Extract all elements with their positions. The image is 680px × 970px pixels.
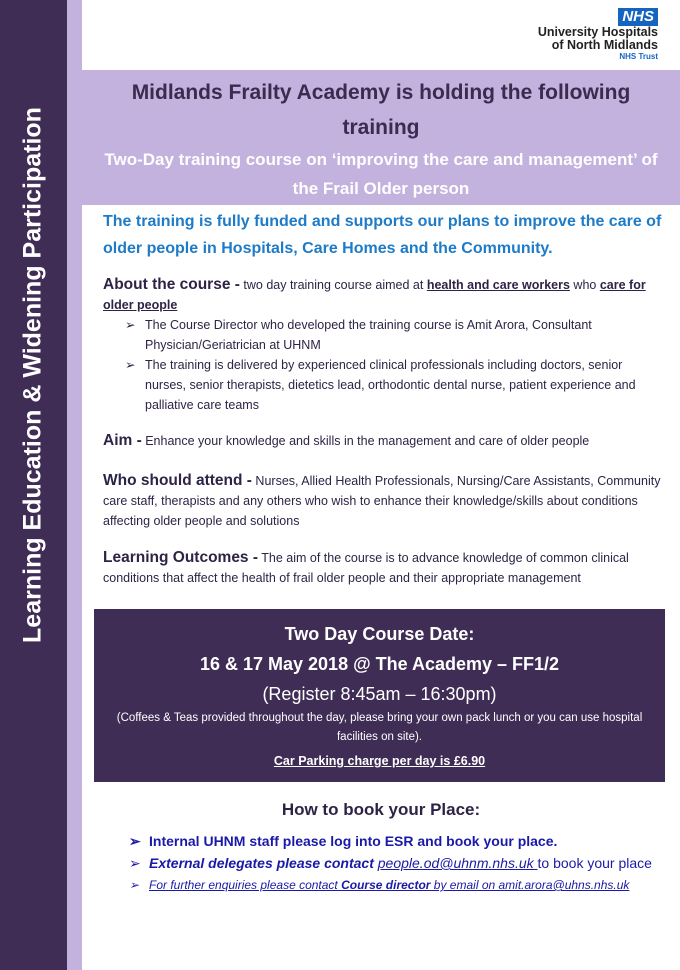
enquiry-text: For further enquiries please contact (149, 878, 342, 892)
about-text: who (569, 278, 600, 292)
booking-list (125, 830, 665, 896)
sidebar-title: Learning Education & Widening Participation (18, 107, 47, 643)
enquiry-email[interactable]: by email on amit.arora@uhns.nhs.uk (430, 878, 630, 892)
logo-line3: NHS Trust (619, 52, 658, 61)
outcomes-text: The aim of the course is to advance knowledge of common clinical conditions that affect the health of frail older people and their appropriate management (103, 551, 629, 585)
link-health-care-workers: health and care workers (426, 278, 570, 292)
course-date-box (94, 609, 665, 782)
logo-line2: of North Midlands (551, 38, 658, 52)
list-item (125, 852, 665, 874)
about-bullets (121, 315, 663, 415)
date-title: Two Day Course Date: (284, 624, 475, 644)
about-section (103, 275, 663, 415)
funding-statement: The training is fully funded and supports our plans to improve the care of older people in Hospitals, Care Homes and the Community. (103, 213, 662, 257)
logo-line1: University Hospitals (537, 25, 658, 39)
booking-title: How to book your Place: (281, 800, 481, 819)
nhs-logo (538, 8, 658, 61)
booking-text: to book your place (537, 855, 652, 871)
list-item: ➢ The Course Director who developed the training course is Amit Arora, Consultant Physician/Geriatrician at UHNM (121, 315, 663, 355)
aim-heading: Aim - (103, 432, 142, 449)
title-band (82, 70, 680, 205)
about-heading: About the course - (103, 276, 240, 293)
course-director-label: Course director (341, 878, 431, 892)
register-time: (Register 8:45am – 16:30pm) (262, 684, 497, 704)
attend-heading: Who should attend - (103, 472, 252, 489)
external-label: External delegates please contact (149, 855, 378, 871)
list-item: ➢ Internal UHNM staff please log into ESR and book your place. (125, 830, 665, 852)
aim-text: Enhance your knowledge and skills in the management and care of older people (141, 434, 590, 448)
attend-section (103, 471, 663, 531)
sidebar (0, 0, 67, 970)
link-care-older-people: care for older people (103, 278, 646, 312)
nhs-badge: NHS (618, 8, 658, 26)
outcomes-heading: Learning Outcomes - (103, 549, 259, 566)
list-item: ➢ The training is delivered by experienced clinical professionals including doctors, senior nurses, senior therapists, dietetics lead, orthodontic dental nurse, patient experience and palliative care teams (121, 355, 663, 415)
email-link[interactable]: people.od@uhnm.nhs.uk (377, 855, 538, 871)
page-title: Midlands Frailty Academy is holding the following training (131, 81, 631, 139)
course-date: 16 & 17 May 2018 @ The Academy – FF1/2 (199, 654, 560, 674)
accent-strip (67, 0, 82, 970)
outcomes-section (103, 548, 663, 588)
page-subtitle: Two-Day training course on ‘improving the care and management’ of the Frail Older person (104, 150, 658, 198)
parking-charge: Car Parking charge per day is £6.90 (273, 754, 486, 768)
attend-text: Nurses, Allied Health Professionals, Nursing/Care Assistants, Community care staff, therapists and any others who wish to enhance their knowledge/skills about conditions affecting older people and solutions (103, 474, 661, 528)
aim-section (103, 431, 663, 451)
catering-note: (Coffees & Teas provided throughout the day, please bring your own pack lunch or you can use hospital facilities on site). (116, 712, 643, 743)
list-item (125, 874, 665, 896)
about-text: two day training course aimed at (239, 278, 427, 292)
